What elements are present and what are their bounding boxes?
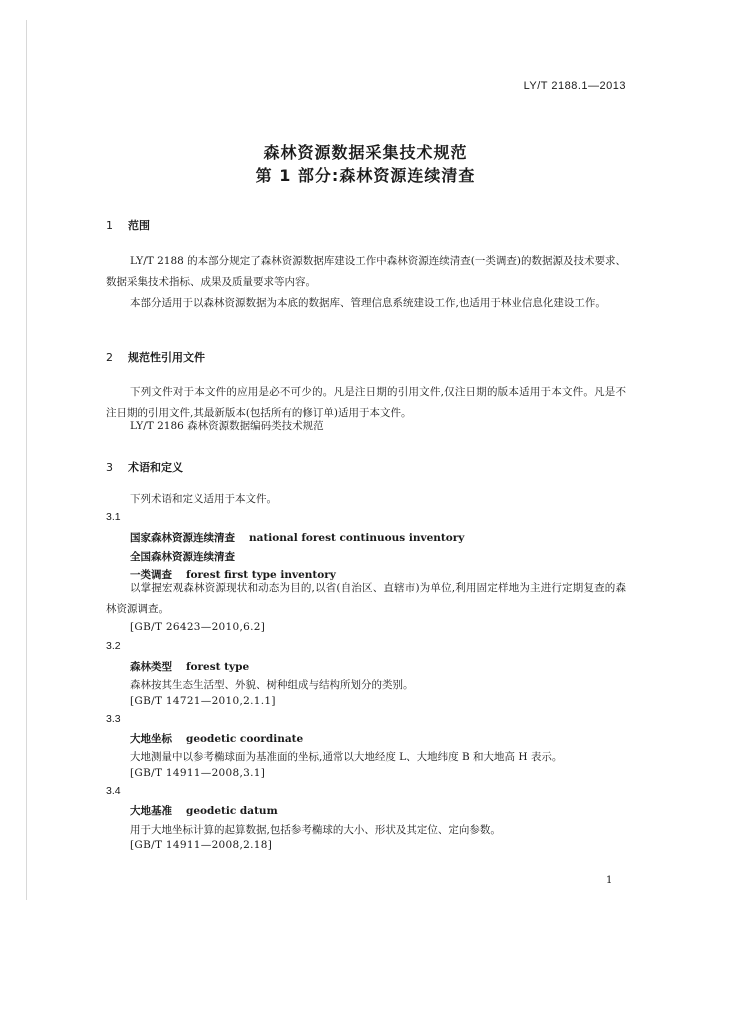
term-definition: 大地测量中以参考椭球面为基准面的坐标,通常以大地经度 L、大地纬度 B 和大地高 H 表示。: [130, 751, 563, 763]
term-definition: 用于大地坐标计算的起算数据,包括参考椭球的大小、形状及其定位、定向参数。: [130, 824, 501, 836]
term-source: [GB/T 14911—2008,3.1]: [130, 767, 266, 779]
term-source: [GB/T 26423—2010,6.2]: [130, 621, 266, 633]
terms-intro: 下列术语和定义适用于本文件。: [130, 493, 277, 505]
section-title: 范围: [128, 219, 150, 232]
section-title: 术语和定义: [128, 461, 183, 474]
term-name-en: geodetic coordinate: [186, 733, 304, 745]
term-name-cn: 国家森林资源连续清查: [130, 532, 235, 544]
section-2-heading: [106, 349, 205, 365]
clause-number: 3.2: [106, 640, 121, 652]
term-name-en: geodetic datum: [186, 805, 278, 817]
term-definition: 以掌握宏观森林资源现状和动态为目的,以省(自治区、直辖市)为单位,利用固定样地为主进行定期复查的森林资源调查。: [106, 582, 626, 615]
term-source: [GB/T 14911—2008,2.18]: [130, 839, 273, 851]
term-name-en: forest first type inventory: [186, 569, 336, 581]
section-1-heading: [106, 217, 150, 233]
term-name-cn: 大地坐标: [130, 733, 172, 745]
term-source: [GB/T 14721—2010,2.1.1]: [130, 695, 276, 707]
term-heading: [130, 530, 464, 545]
standard-code: LY/T 2188.1—2013: [523, 80, 626, 92]
term-synonym: 全国森林资源连续清查: [130, 551, 235, 563]
section-number: 2: [106, 351, 113, 364]
term-name-cn: 大地基准: [130, 805, 172, 817]
term-name-en: forest type: [186, 661, 250, 673]
section-2-paragraph-1: 下列文件对于本文件的应用是必不可少的。凡是注日期的引用文件,仅注日期的版本适用于本文件。凡是不注日期的引用文件,其最新版本(包括所有的修订单)适用于本文件。: [106, 386, 626, 419]
term-heading: [130, 659, 249, 674]
term-heading: [130, 803, 278, 818]
section-1-paragraph-1: LY/T 2188 的本部分规定了森林资源数据库建设工作中森林资源连续清查(一类调查)的数据源及技术要求、数据采集技术指标、成果及质量要求等内容。: [106, 255, 626, 288]
section-3-heading: [106, 459, 183, 475]
clause-number: 3.4: [106, 785, 121, 797]
normative-reference: LY/T 2186 森林资源数据编码类技术规范: [130, 420, 324, 432]
clause-number: 3.1: [106, 511, 121, 523]
term-name-cn: 森林类型: [130, 661, 172, 673]
document-title: 森林资源数据采集技术规范: [263, 143, 468, 162]
page-number: 1: [606, 875, 613, 886]
section-number: 1: [106, 219, 113, 232]
term-heading: [130, 731, 303, 746]
section-title: 规范性引用文件: [128, 351, 205, 364]
clause-number: 3.3: [106, 713, 121, 725]
term-definition: 森林按其生态生活型、外貌、树种组成与结构所划分的类别。: [130, 679, 414, 691]
section-1-paragraph-2: 本部分适用于以森林资源数据为本底的数据库、管理信息系统建设工作,也适用于林业信息化建设工作。: [130, 297, 606, 309]
term-name-en: national forest continuous inventory: [249, 532, 465, 544]
document-subtitle: 第 1 部分:森林资源连续清查: [255, 166, 476, 185]
section-number: 3: [106, 461, 113, 474]
term-name-cn: 一类调查: [130, 569, 172, 581]
